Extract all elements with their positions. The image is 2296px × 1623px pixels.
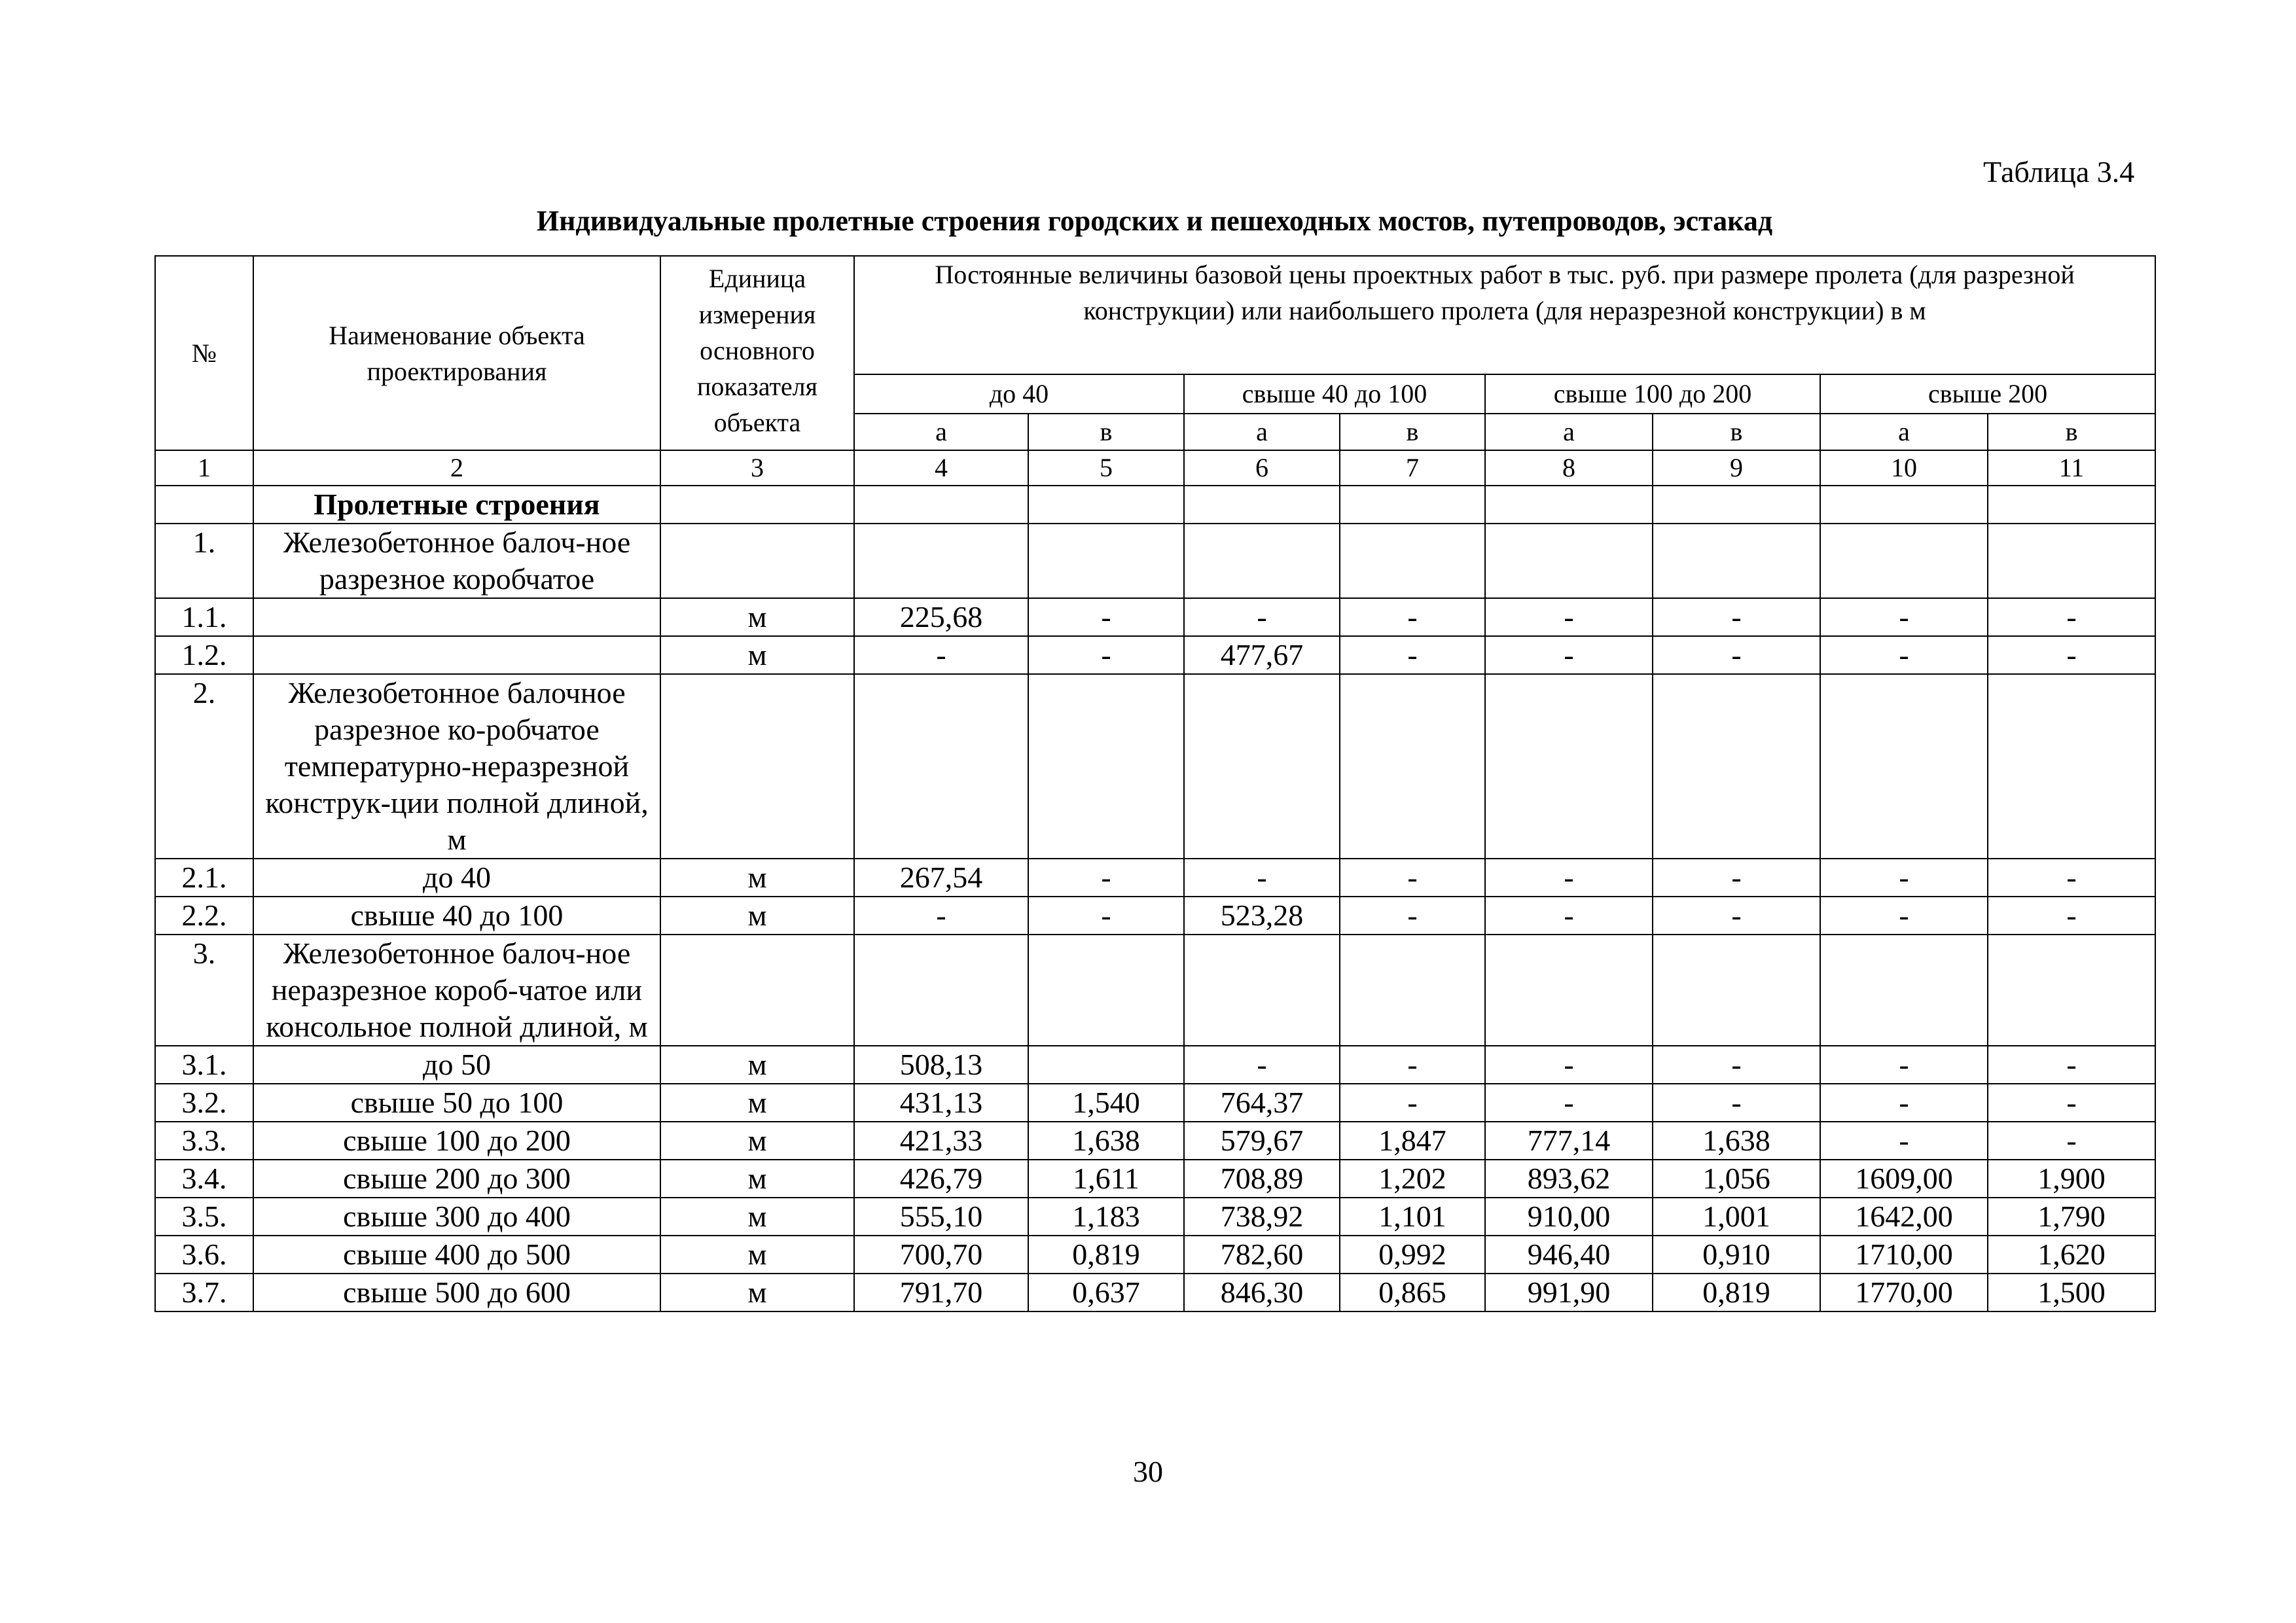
row-name: свыше 500 до 600 — [253, 1274, 660, 1311]
table-row — [155, 1198, 2155, 1236]
row-name: до 50 — [253, 1046, 660, 1084]
table-row — [155, 935, 2155, 1046]
row-name: свыше 200 до 300 — [253, 1160, 660, 1198]
row-value: 782,60 — [1184, 1236, 1340, 1274]
row-unit: м — [660, 598, 854, 636]
row-value: - — [1988, 1122, 2155, 1160]
row-unit: м — [660, 636, 854, 674]
column-number: 5 — [1028, 450, 1184, 486]
row-value — [1028, 674, 1184, 859]
row-value: 777,14 — [1485, 1122, 1653, 1160]
price-table — [154, 255, 2156, 1312]
row-number: 3.6. — [155, 1236, 253, 1274]
section-row — [155, 486, 2155, 524]
row-value: - — [1820, 897, 1988, 935]
column-number: 6 — [1184, 450, 1340, 486]
row-value: 1,540 — [1028, 1084, 1184, 1122]
header-group-40-100: свыше 40 до 100 — [1184, 374, 1485, 414]
row-unit — [660, 674, 854, 859]
row-value — [854, 524, 1028, 598]
row-value — [854, 935, 1028, 1046]
column-number: 10 — [1820, 450, 1988, 486]
row-unit: м — [660, 897, 854, 935]
table-row — [155, 1122, 2155, 1160]
row-number: 3.3. — [155, 1122, 253, 1160]
row-value: - — [1820, 598, 1988, 636]
row-value: - — [1988, 1084, 2155, 1122]
row-value: 267,54 — [854, 859, 1028, 897]
row-number: 3.2. — [155, 1084, 253, 1122]
row-value: 1,001 — [1653, 1198, 1820, 1236]
row-value — [1184, 674, 1340, 859]
row-value: - — [1028, 859, 1184, 897]
row-value: 1710,00 — [1820, 1236, 1988, 1274]
table-row — [155, 674, 2155, 859]
row-value: 0,637 — [1028, 1274, 1184, 1311]
row-value: 1,638 — [1653, 1122, 1820, 1160]
row-value: 0,910 — [1653, 1236, 1820, 1274]
row-value: - — [1988, 598, 2155, 636]
row-value: 1,202 — [1340, 1160, 1485, 1198]
table-row — [155, 859, 2155, 897]
row-value — [854, 674, 1028, 859]
row-value: 791,70 — [854, 1274, 1028, 1311]
row-unit: м — [660, 1084, 854, 1122]
row-name: свыше 400 до 500 — [253, 1236, 660, 1274]
header-group-upto-40: до 40 — [854, 374, 1184, 414]
row-unit: м — [660, 1160, 854, 1198]
row-value: - — [1820, 859, 1988, 897]
header-group-over-200: свыше 200 — [1820, 374, 2155, 414]
column-number: 7 — [1340, 450, 1485, 486]
row-number: 1. — [155, 524, 253, 598]
row-number: 2.2. — [155, 897, 253, 935]
row-value: - — [1820, 636, 1988, 674]
row-name: свыше 300 до 400 — [253, 1198, 660, 1236]
row-value: - — [1485, 636, 1653, 674]
table-row — [155, 636, 2155, 674]
row-value: - — [1184, 859, 1340, 897]
row-value: 893,62 — [1485, 1160, 1653, 1198]
row-value: - — [1028, 636, 1184, 674]
table-title: Индивидуальные пролетные строения городских и пешеходных мостов, путепроводов, эстакад — [536, 205, 1773, 237]
row-value: - — [1340, 636, 1485, 674]
header-sub-a: а — [1820, 414, 1988, 450]
table-row — [155, 1084, 2155, 1122]
row-value — [1820, 674, 1988, 859]
row-value — [1485, 935, 1653, 1046]
table-row — [155, 1046, 2155, 1084]
header-unit: Единица измерения основного показателя объекта — [660, 256, 854, 450]
row-value: - — [1653, 859, 1820, 897]
row-value: - — [1988, 859, 2155, 897]
row-value: 0,819 — [1653, 1274, 1820, 1311]
row-value: 1642,00 — [1820, 1198, 1988, 1236]
row-value: 1,056 — [1653, 1160, 1820, 1198]
row-value — [1820, 935, 1988, 1046]
header-sub-a: а — [1485, 414, 1653, 450]
row-value — [1184, 524, 1340, 598]
header-number: № — [155, 256, 253, 450]
row-unit: м — [660, 1274, 854, 1311]
row-value — [1340, 935, 1485, 1046]
row-value: 523,28 — [1184, 897, 1340, 935]
row-number: 3.4. — [155, 1160, 253, 1198]
row-value — [1653, 524, 1820, 598]
row-value: 426,79 — [854, 1160, 1028, 1198]
table-label: Таблица 3.4 — [1983, 155, 2135, 188]
row-value — [1988, 524, 2155, 598]
row-number: 1.2. — [155, 636, 253, 674]
row-unit: м — [660, 1198, 854, 1236]
row-unit: м — [660, 1046, 854, 1084]
row-value — [1820, 524, 1988, 598]
row-value: 0,819 — [1028, 1236, 1184, 1274]
row-name: Железобетонное балоч-ное разрезное коробчатое — [253, 524, 660, 598]
row-value: - — [1653, 636, 1820, 674]
row-value: - — [1485, 598, 1653, 636]
row-value: 1,790 — [1988, 1198, 2155, 1236]
row-value: - — [1485, 859, 1653, 897]
row-value: - — [1653, 1046, 1820, 1084]
row-value: - — [1988, 897, 2155, 935]
row-unit: м — [660, 1122, 854, 1160]
row-name: Железобетонное балоч-ное неразрезное короб-чатое или консольное полной длиной, м — [253, 935, 660, 1046]
row-value: 1,638 — [1028, 1122, 1184, 1160]
row-value: 225,68 — [854, 598, 1028, 636]
row-value: 0,992 — [1340, 1236, 1485, 1274]
row-value — [1184, 935, 1340, 1046]
column-number: 1 — [155, 450, 253, 486]
row-value: - — [1340, 1084, 1485, 1122]
row-number: 3.1. — [155, 1046, 253, 1084]
row-value: 508,13 — [854, 1046, 1028, 1084]
row-unit: м — [660, 1236, 854, 1274]
row-value: 555,10 — [854, 1198, 1028, 1236]
row-value — [1653, 674, 1820, 859]
row-value: - — [1653, 1084, 1820, 1122]
row-value: - — [1184, 1046, 1340, 1084]
row-value — [1340, 524, 1485, 598]
row-value: - — [1340, 859, 1485, 897]
row-value — [1653, 935, 1820, 1046]
column-number: 9 — [1653, 450, 1820, 486]
header-object-name: Наименование объекта проектирования — [253, 256, 660, 450]
row-value: 1,620 — [1988, 1236, 2155, 1274]
column-number: 3 — [660, 450, 854, 486]
row-value — [1028, 524, 1184, 598]
row-value: 1,101 — [1340, 1198, 1485, 1236]
row-value: 579,67 — [1184, 1122, 1340, 1160]
row-value: - — [1653, 598, 1820, 636]
header-group-100-200: свыше 100 до 200 — [1485, 374, 1820, 414]
row-value: 431,13 — [854, 1084, 1028, 1122]
row-value: - — [1485, 1046, 1653, 1084]
row-name: до 40 — [253, 859, 660, 897]
row-value: 1,611 — [1028, 1160, 1184, 1198]
row-name: свыше 100 до 200 — [253, 1122, 660, 1160]
header-sub-a: а — [1184, 414, 1340, 450]
table-row — [155, 598, 2155, 636]
table-row — [155, 1160, 2155, 1198]
row-value — [1485, 674, 1653, 859]
row-value: - — [1988, 1046, 2155, 1084]
header-sub-b: в — [1028, 414, 1184, 450]
row-name — [253, 598, 660, 636]
row-name: свыше 50 до 100 — [253, 1084, 660, 1122]
row-value: - — [1340, 897, 1485, 935]
header-sub-b: в — [1988, 414, 2155, 450]
row-value: 477,67 — [1184, 636, 1340, 674]
page-number: 30 — [1133, 1455, 1163, 1488]
row-value: 700,70 — [854, 1236, 1028, 1274]
row-value — [1485, 524, 1653, 598]
row-value: 910,00 — [1485, 1198, 1653, 1236]
row-value — [1988, 674, 2155, 859]
row-value: - — [1485, 897, 1653, 935]
row-name — [253, 636, 660, 674]
row-value: 1770,00 — [1820, 1274, 1988, 1311]
row-value: 764,37 — [1184, 1084, 1340, 1122]
row-value: - — [1028, 897, 1184, 935]
row-number: 3.5. — [155, 1198, 253, 1236]
row-value: 846,30 — [1184, 1274, 1340, 1311]
row-value: 708,89 — [1184, 1160, 1340, 1198]
row-value: - — [854, 636, 1028, 674]
row-number: 3.7. — [155, 1274, 253, 1311]
row-value: - — [854, 897, 1028, 935]
row-value: - — [1485, 1084, 1653, 1122]
column-number: 11 — [1988, 450, 2155, 486]
row-number: 1.1. — [155, 598, 253, 636]
row-value: 0,865 — [1340, 1274, 1485, 1311]
table-row — [155, 524, 2155, 598]
row-number: 2. — [155, 674, 253, 859]
row-value — [1028, 1046, 1184, 1084]
row-value: - — [1028, 598, 1184, 636]
row-unit — [660, 524, 854, 598]
row-value: - — [1820, 1046, 1988, 1084]
header-sub-a: а — [854, 414, 1028, 450]
row-name: Железобетонное балочное разрезное ко-робчатое температурно-неразрезной конструк-ции полной длиной, м — [253, 674, 660, 859]
section-title: Пролетные строения — [253, 486, 660, 524]
row-name: свыше 40 до 100 — [253, 897, 660, 935]
row-value: - — [1340, 1046, 1485, 1084]
row-number: 3. — [155, 935, 253, 1046]
row-number: 2.1. — [155, 859, 253, 897]
row-value: - — [1340, 598, 1485, 636]
row-value: 1,183 — [1028, 1198, 1184, 1236]
row-value: 421,33 — [854, 1122, 1028, 1160]
row-unit: м — [660, 859, 854, 897]
row-value — [1988, 935, 2155, 1046]
row-value: - — [1184, 598, 1340, 636]
row-value: 1609,00 — [1820, 1160, 1988, 1198]
row-value: - — [1653, 897, 1820, 935]
column-number: 2 — [253, 450, 660, 486]
row-value: 1,500 — [1988, 1274, 2155, 1311]
row-value — [1340, 674, 1485, 859]
table-row — [155, 897, 2155, 935]
row-value: 738,92 — [1184, 1198, 1340, 1236]
column-number: 4 — [854, 450, 1028, 486]
header-sub-b: в — [1340, 414, 1485, 450]
row-unit — [660, 935, 854, 1046]
row-value: 991,90 — [1485, 1274, 1653, 1311]
row-value: - — [1988, 636, 2155, 674]
row-value: - — [1820, 1084, 1988, 1122]
row-value: - — [1820, 1122, 1988, 1160]
header-prices: Постоянные величины базовой цены проектных работ в тыс. руб. при размере пролета (для разрезной конструкции) или наибольшего пролета (для неразрезной конструкции) в м — [854, 256, 2155, 374]
column-number: 8 — [1485, 450, 1653, 486]
row-value: 946,40 — [1485, 1236, 1653, 1274]
row-value — [1028, 935, 1184, 1046]
table-row — [155, 1236, 2155, 1274]
row-value: 1,900 — [1988, 1160, 2155, 1198]
table-row — [155, 1274, 2155, 1311]
header-sub-b: в — [1653, 414, 1820, 450]
row-value: 1,847 — [1340, 1122, 1485, 1160]
